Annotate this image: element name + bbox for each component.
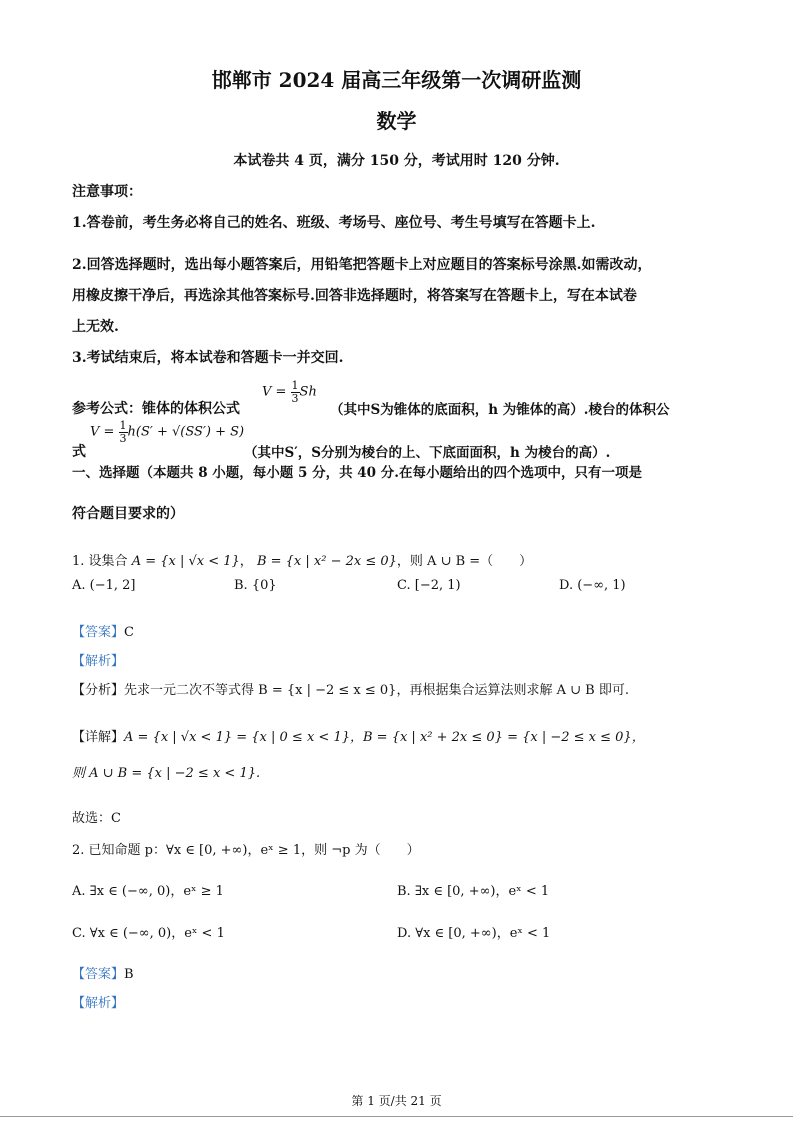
fenxi-text: 先求一元二次不等式得 B = {x | −2 ≤ x ≤ 0}，再根据集合运算法则求解 A ∪ B 即可.	[124, 683, 629, 698]
formula-label: 参考公式：锥体的体积公式	[72, 401, 240, 417]
q1-option-a: A. (−1, 2]	[72, 578, 136, 593]
q1-choose: 故选：C	[72, 811, 121, 826]
cone-rhs: Sh	[299, 384, 317, 400]
cone-note: （其中S为锥体的底面积，h 为锥体的高）.棱台的体积公	[330, 402, 670, 418]
frustum-one-third-fraction	[119, 420, 128, 444]
page-number: 第 1 页/共 21 页	[351, 1094, 442, 1108]
one-third-fraction	[291, 380, 300, 404]
frustum-lhs: V =	[90, 424, 119, 440]
fraction-numerator: 1	[291, 379, 299, 392]
q2-answer-value: B	[124, 967, 134, 982]
q1-union-result: 则 A ∪ B = {x | −2 ≤ x < 1}.	[72, 766, 261, 781]
answer-value: C	[124, 625, 134, 640]
q1-option-d: D. (−∞, 1)	[559, 578, 626, 593]
q1-separator: ，	[239, 554, 253, 569]
notes-heading: 注意事项：	[72, 184, 142, 200]
q2-option-b: B. ∃x ∈ [0, +∞)，eˣ < 1	[397, 884, 550, 899]
q1-fenxi	[72, 679, 629, 698]
q1-stem-prefix: 1. 设集合	[72, 554, 128, 569]
q2-option-d: D. ∀x ∈ [0, +∞)，eˣ < 1	[397, 926, 551, 941]
detail-text: A = {x | √x < 1} = {x | 0 ≤ x < 1}，B = {x | x² + 2x ≤ 0} = {x | −2 ≤ x ≤ 0}，	[124, 730, 645, 745]
section-heading-line-1: 一、选择题（本题共 8 小题，每小题 5 分，共 40 分.在每小题给出的四个选项中，只有一项是	[72, 465, 642, 481]
note-item-3: 3.考试结束后，将本试卷和答题卡一并交回.	[72, 350, 344, 366]
q2-option-c: C. ∀x ∈ (−∞, 0)，eˣ < 1	[72, 926, 225, 941]
q2-answer-tag: 【答案】	[72, 967, 125, 982]
q1-stem	[72, 550, 532, 569]
exam-title: 邯郸市 2024 届高三年级第一次调研监测	[211, 68, 582, 92]
section-heading-line-2: 符合题目要求的）	[72, 506, 184, 522]
frustum-volume-formula	[90, 420, 244, 444]
frustum-prefix: 式	[72, 444, 86, 460]
frustum-rhs: h(S′ + √(SS′) + S)	[127, 424, 245, 440]
exam-info: 本试卷共 4 页，满分 150 分，考试用时 120 分钟.	[233, 153, 560, 169]
fraction-denominator: 3	[291, 391, 299, 405]
q1-set-b: B = {x | x² − 2x ≤ 0}	[256, 554, 397, 569]
cone-lhs: V =	[262, 384, 291, 400]
detail-tag: 【详解】	[72, 730, 125, 745]
fenxi-tag: 【分析】	[72, 683, 125, 698]
note-item-2-line-3: 上无效.	[72, 319, 119, 335]
q1-stem-suffix: ，则 A ∪ B =（ ）	[396, 554, 533, 569]
note-item-2-line-2: 用橡皮擦干净后，再选涂其他答案标号.回答非选择题时，将答案写在答题卡上，写在本试卷	[72, 288, 637, 304]
q2-option-a: A. ∃x ∈ (−∞, 0)，eˣ ≥ 1	[72, 884, 224, 899]
note-item-1: 1.答卷前，考生务必将自己的姓名、班级、考场号、座位号、考生号填写在答题卡上.	[72, 215, 596, 231]
q1-answer	[72, 621, 134, 640]
answer-tag: 【答案】	[72, 625, 125, 640]
q1-analysis-tag: 【解析】	[72, 654, 125, 669]
q2-analysis-tag: 【解析】	[72, 996, 125, 1011]
frustum-fraction-denominator: 3	[119, 431, 127, 445]
note-item-2-line-1: 2.回答选择题时，选出每小题答案后，用铅笔把答题卡上对应题目的答案标号涂黑.如需改动，	[72, 257, 652, 273]
footer-divider	[0, 1116, 793, 1117]
frustum-fraction-numerator: 1	[119, 419, 127, 432]
cone-volume-formula	[262, 380, 317, 404]
q1-detail	[72, 726, 645, 745]
q1-option-c: C. [−2, 1)	[397, 578, 461, 593]
q1-option-b: B. {0}	[234, 578, 277, 593]
q2-answer	[72, 963, 134, 982]
q2-stem: 2. 已知命题 p：∀x ∈ [0, +∞)，eˣ ≥ 1，则 ¬p 为（ ）	[72, 843, 420, 858]
exam-subject: 数学	[376, 109, 417, 133]
q1-set-a: A = {x | √x < 1}	[131, 554, 240, 569]
frustum-note: （其中S′，S分别为棱台的上、下底面面积，h 为棱台的高）.	[244, 445, 611, 461]
